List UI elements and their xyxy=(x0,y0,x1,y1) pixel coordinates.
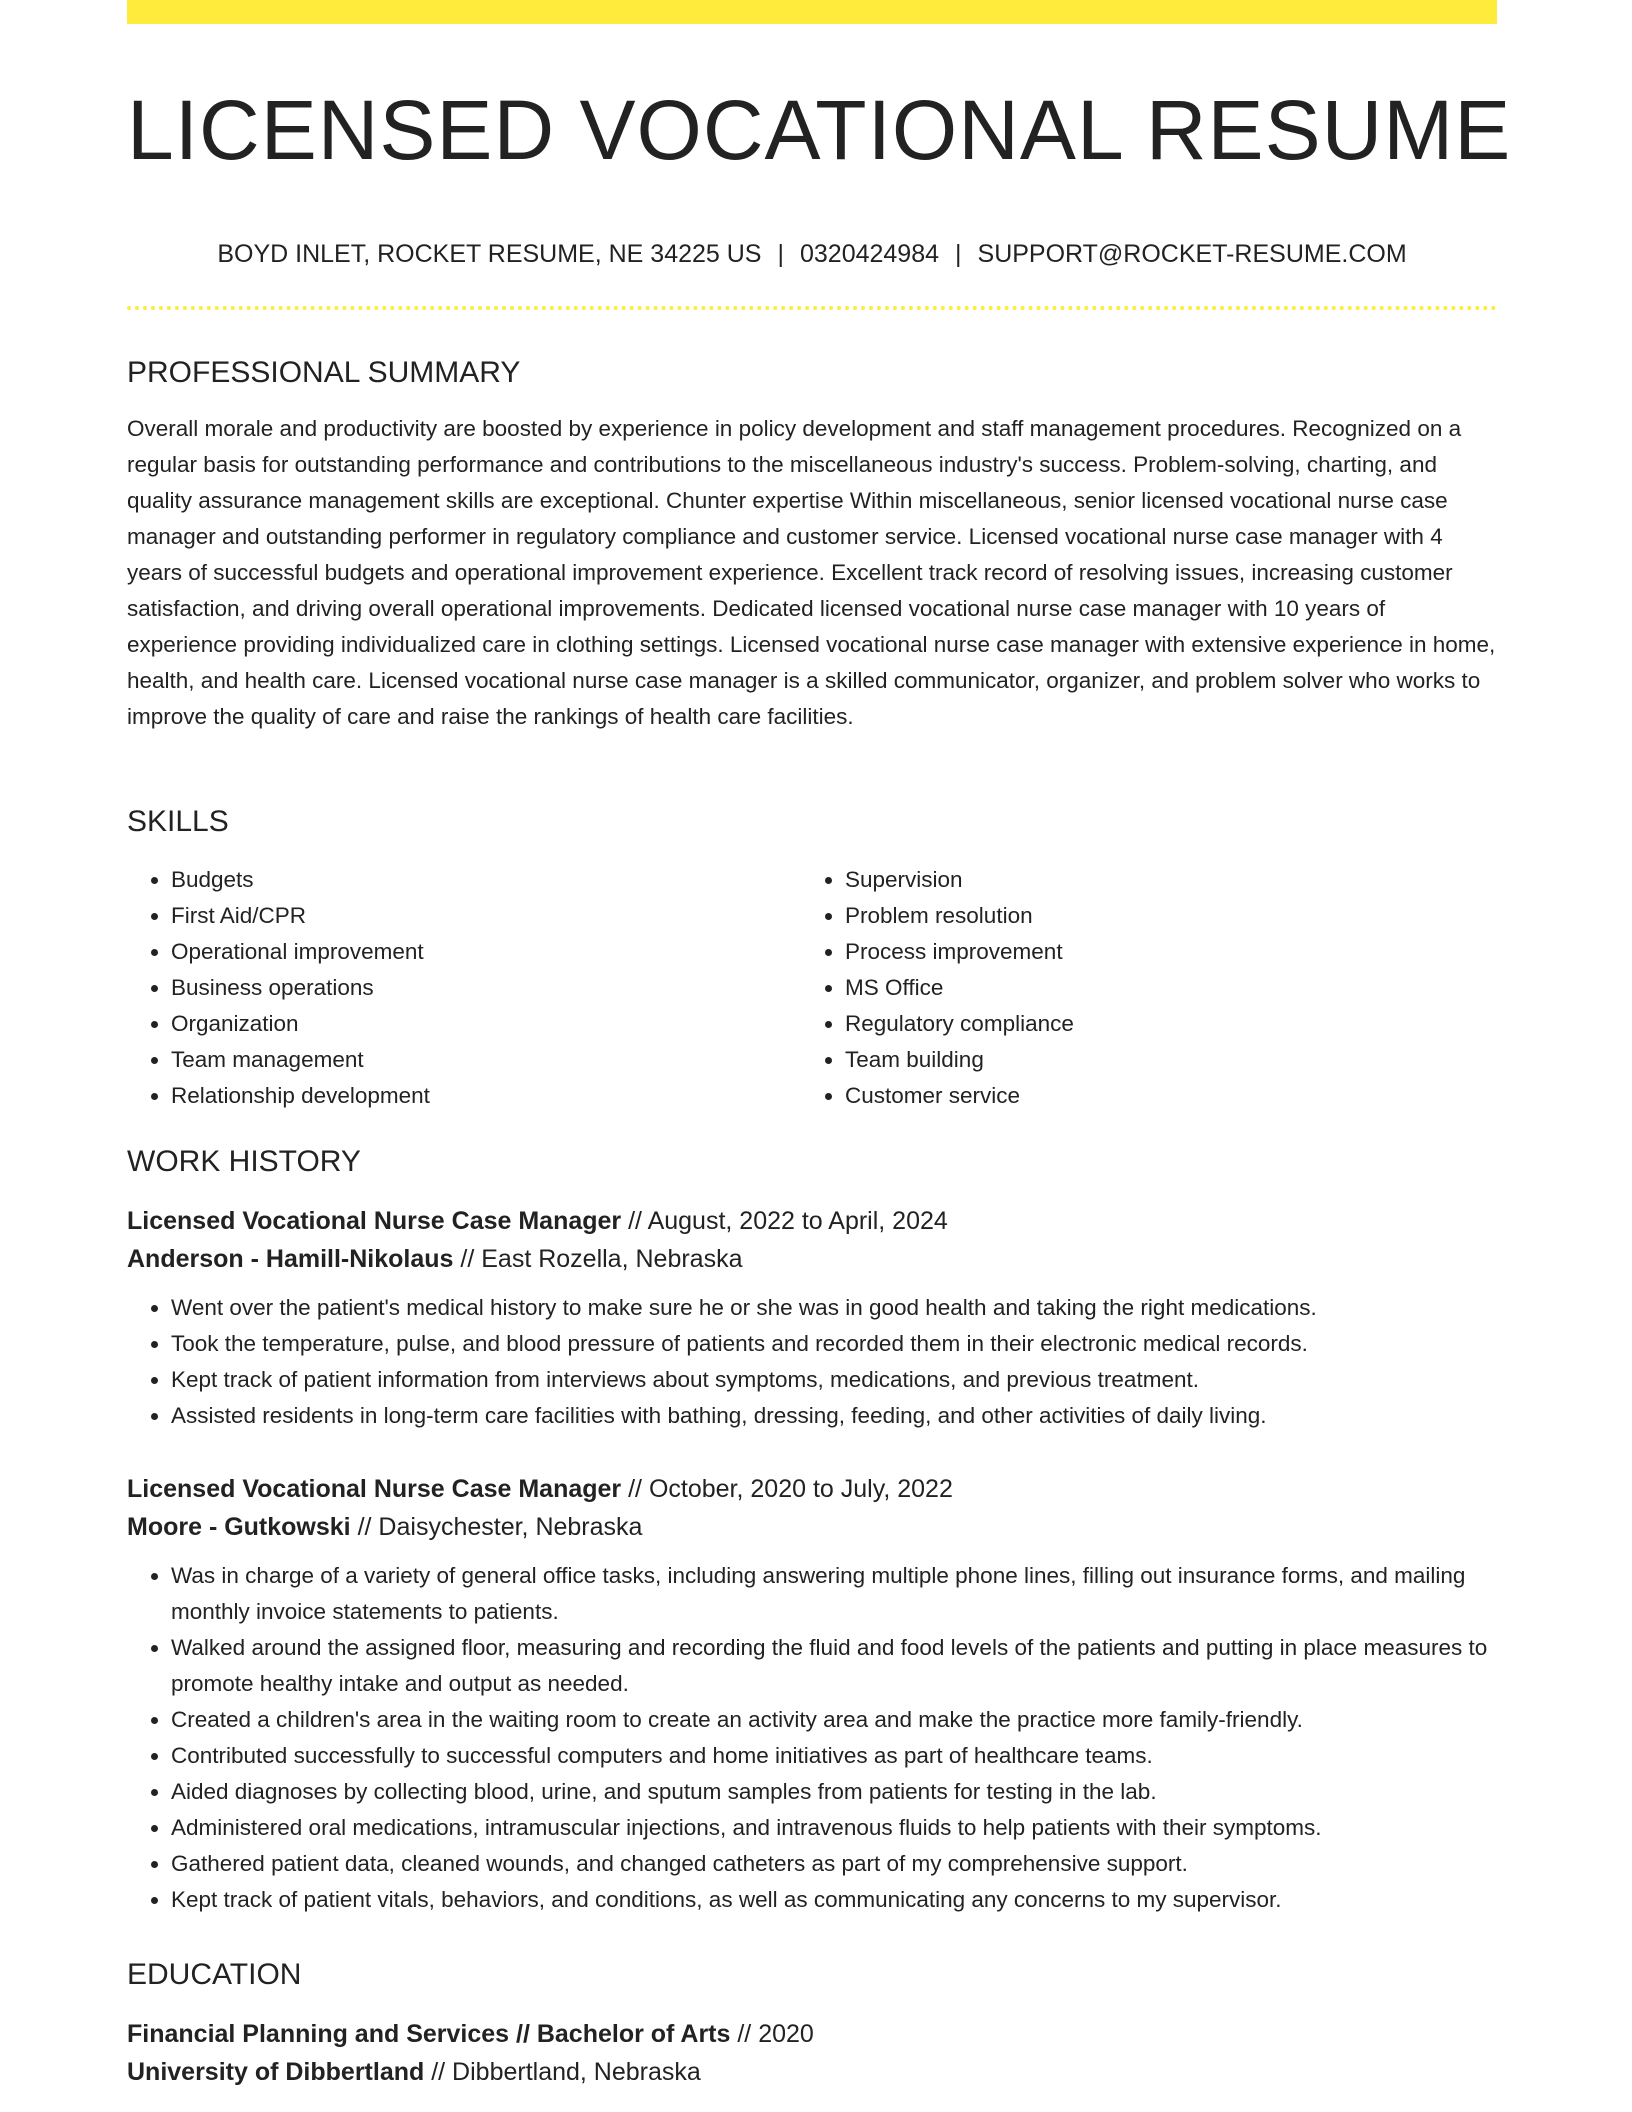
work-heading: WORK HISTORY xyxy=(127,1145,361,1178)
summary-heading: PROFESSIONAL SUMMARY xyxy=(127,356,521,389)
summary-section xyxy=(127,353,1497,735)
job-bullet: • Took the temperature, pulse, and blood pressure of patients and recorded them in their electronic medical records. xyxy=(171,1326,1497,1362)
skill-item: • Relationship development xyxy=(171,1078,801,1114)
job-company-line xyxy=(127,1240,1497,1278)
job-company: Moore - Gutkowski xyxy=(127,1513,351,1541)
job-bullets xyxy=(127,1558,1497,1918)
job-entry xyxy=(127,1202,1497,1434)
contact-separator: | xyxy=(777,240,784,268)
job-location: // East Rozella, Nebraska xyxy=(460,1245,743,1273)
education-section xyxy=(127,1955,1497,2091)
job-title-line xyxy=(127,1470,1497,1508)
job-bullet: • Aided diagnoses by collecting blood, urine, and sputum samples from patients for testing in the lab. xyxy=(171,1774,1497,1810)
job-title-line xyxy=(127,1202,1497,1240)
skills-section xyxy=(127,802,1497,1114)
job-title: Licensed Vocational Nurse Case Manager xyxy=(127,1475,622,1503)
skill-item: • Budgets xyxy=(171,862,801,898)
skill-item: • Problem resolution xyxy=(845,898,1475,934)
skill-item: • MS Office xyxy=(845,970,1475,1006)
contact-line xyxy=(127,236,1497,272)
job-bullet: • Assisted residents in long-term care facilities with bathing, dressing, feeding, and other activities of daily living. xyxy=(171,1398,1497,1434)
skill-item: • Supervision xyxy=(845,862,1475,898)
skill-item: • Regulatory compliance xyxy=(845,1006,1475,1042)
job-bullet: • Administered oral medications, intramuscular injections, and intravenous fluids to help patients with their symptoms. xyxy=(171,1810,1497,1846)
job-bullets xyxy=(127,1290,1497,1434)
skill-item: • Team management xyxy=(171,1042,801,1078)
summary-text: Overall morale and productivity are boosted by experience in policy development and staff management procedures. Recognized on a regular basis for outstanding performance and contributions to the miscellaneous industry's success. Problem-solving, charting, and quality assurance management skills are exceptional. Chunter expertise Within miscellaneous, senior licensed vocational nurse case manager and outstanding performer in regulatory compliance and customer service. Licensed vocational nurse case manager with 4 years of successful budgets and operational improvement experience. Excellent track record of resolving issues, increasing customer satisfaction, and driving overall operational improvements. Dedicated licensed vocational nurse case manager with 10 years of experience providing individualized care in clothing settings. Licensed vocational nurse case manager with extensive experience in home, health, and health care. Licensed vocational nurse case manager is a skilled communicator, organizer, and problem solver who works to improve the quality of care and raise the rankings of health care facilities. xyxy=(127,416,1496,729)
job-bullet: • Was in charge of a variety of general office tasks, including answering multiple phone lines, filling out insurance forms, and mailing monthly invoice statements to patients. xyxy=(171,1558,1497,1630)
job-bullet: • Created a children's area in the waiting room to create an activity area and make the practice more family-friendly. xyxy=(171,1702,1497,1738)
job-dates: // August, 2022 to April, 2024 xyxy=(628,1207,948,1235)
education-degree-line xyxy=(127,2015,1497,2053)
job-bullet: • Kept track of patient information from interviews about symptoms, medications, and previous treatment. xyxy=(171,1362,1497,1398)
job-bullet: • Gathered patient data, cleaned wounds, and changed catheters as part of my comprehensive support. xyxy=(171,1846,1497,1882)
job-bullet: • Went over the patient's medical history to make sure he or she was in good health and taking the right medications. xyxy=(171,1290,1497,1326)
education-location: // Dibbertland, Nebraska xyxy=(431,2058,701,2086)
contact-phone: 0320424984 xyxy=(799,240,940,268)
skill-item: • Operational improvement xyxy=(171,934,801,970)
education-year: // 2020 xyxy=(737,2020,814,2048)
contact-separator: | xyxy=(955,240,962,268)
skills-list-left xyxy=(127,862,801,1114)
skills-heading: SKILLS xyxy=(127,805,229,838)
accent-bar xyxy=(127,0,1497,24)
dotted-divider xyxy=(127,306,1497,310)
education-degree: Financial Planning and Services // Bachelor of Arts xyxy=(127,2020,731,2048)
resume-title: LICENSED VOCATIONAL RESUME xyxy=(127,83,1512,177)
skill-item: • Organization xyxy=(171,1006,801,1042)
job-location: // Daisychester, Nebraska xyxy=(357,1513,643,1541)
contact-email: SUPPORT@ROCKET-RESUME.COM xyxy=(977,240,1407,268)
contact-address: BOYD INLET, ROCKET RESUME, NE 34225 US xyxy=(217,240,762,268)
skills-columns xyxy=(127,862,1497,1114)
job-title: Licensed Vocational Nurse Case Manager xyxy=(127,1207,622,1235)
education-school: University of Dibbertland xyxy=(127,2058,425,2086)
education-school-line xyxy=(127,2053,1497,2091)
skill-item: • Team building xyxy=(845,1042,1475,1078)
job-bullet: • Walked around the assigned floor, measuring and recording the fluid and food levels of the patients and putting in place measures to promote healthy intake and output as needed. xyxy=(171,1630,1497,1702)
skill-item: • Customer service xyxy=(845,1078,1475,1114)
education-entry xyxy=(127,2015,1497,2091)
skill-item: • First Aid/CPR xyxy=(171,898,801,934)
job-bullet: • Contributed successfully to successful computers and home initiatives as part of healthcare teams. xyxy=(171,1738,1497,1774)
work-section xyxy=(127,1142,1497,1918)
job-company-line xyxy=(127,1508,1497,1546)
job-bullet: • Kept track of patient vitals, behaviors, and conditions, as well as communicating any concerns to my supervisor. xyxy=(171,1882,1497,1918)
job-dates: // October, 2020 to July, 2022 xyxy=(628,1475,953,1503)
skills-list-right xyxy=(801,862,1475,1114)
education-heading: EDUCATION xyxy=(127,1958,302,1991)
skill-item: • Process improvement xyxy=(845,934,1475,970)
job-entry xyxy=(127,1470,1497,1918)
skill-item: • Business operations xyxy=(171,970,801,1006)
job-company: Anderson - Hamill-Nikolaus xyxy=(127,1245,454,1273)
